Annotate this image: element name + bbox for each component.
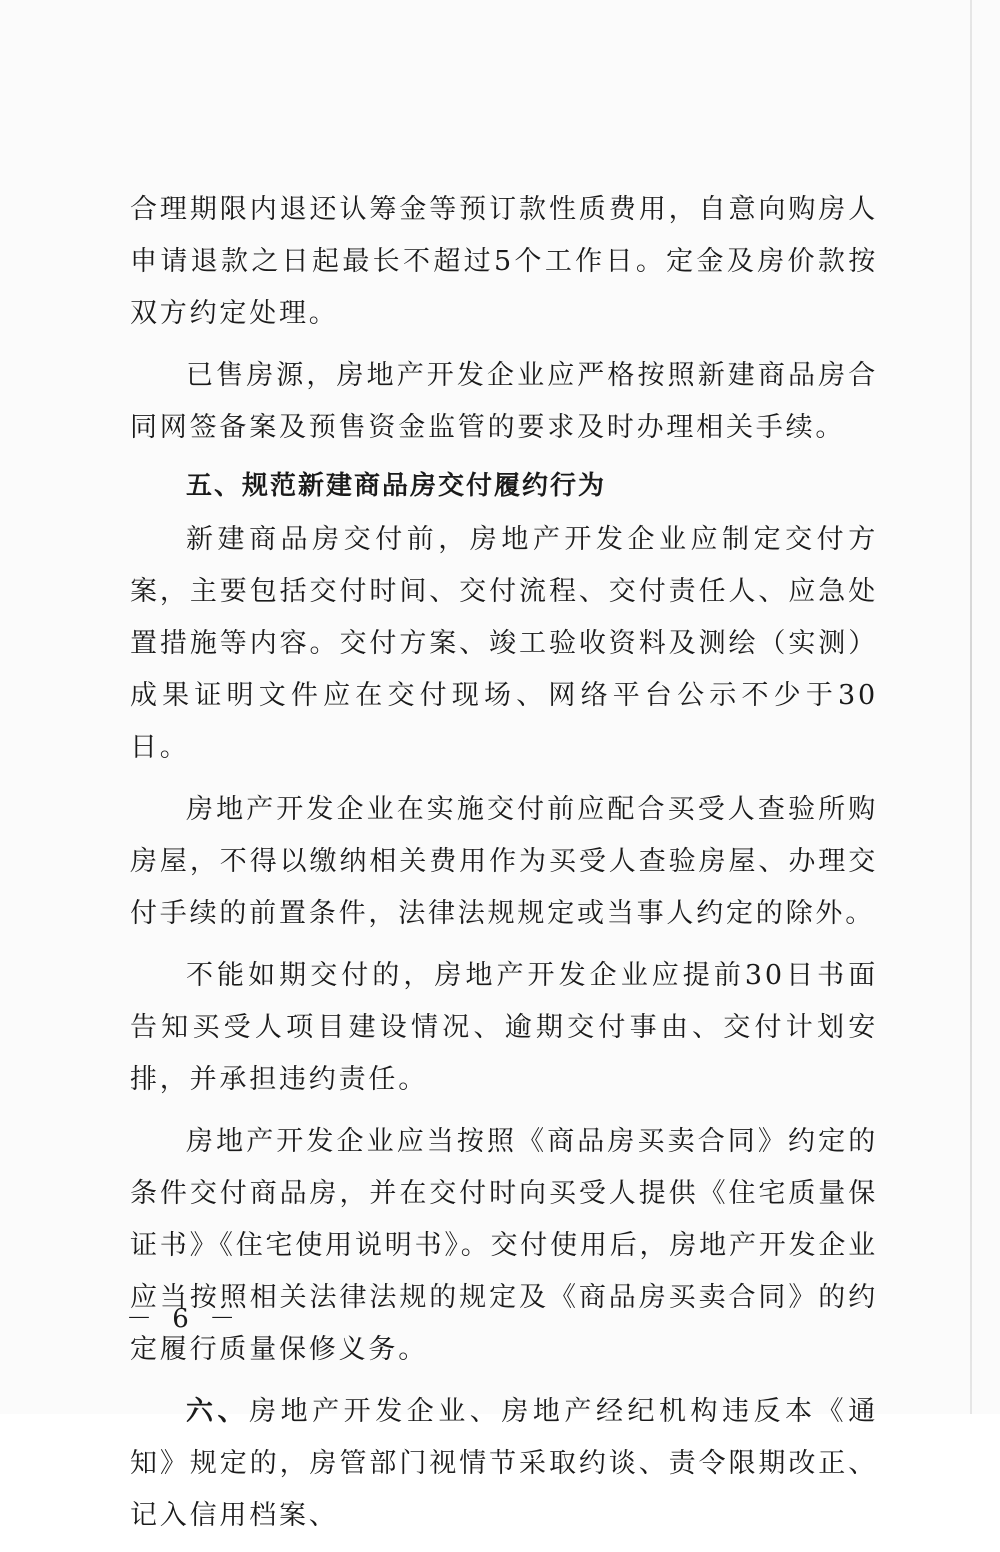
scan-edge-line: [970, 0, 972, 1414]
document-body: [130, 180, 878, 1552]
paragraph-inspection: 房地产开发企业在实施交付前应配合买受人查验所购房屋，不得以缴纳相关费用作为买受人查验房屋、办理交付手续的前置条件，法律法规规定或当事人约定的除外。: [130, 794, 878, 929]
section-six-text: 房地产开发企业、房地产经纪机构违反本《通知》规定的，房管部门视情节采取约谈、责令限期改正、记入信用档案、: [130, 1396, 879, 1531]
paragraph-section-six: [130, 1386, 878, 1542]
section-six-lead: 六、: [186, 1396, 250, 1427]
paragraph-late-delivery: 不能如期交付的，房地产开发企业应提前30日书面告知买受人项目建设情况、逾期交付事由、交付计划安排，并承担违约责任。: [130, 960, 878, 1095]
page-number: － 6 －: [126, 1304, 242, 1334]
paragraph-delivery-plan: 新建商品房交付前，房地产开发企业应制定交付方案，主要包括交付时间、交付流程、交付责任人、应急处置措施等内容。交付方案、竣工验收资料及测绘（实测）成果证明文件应在交付现场、网络平台公示不少于30日。: [130, 524, 878, 763]
paragraph-quality-warranty: 房地产开发企业应当按照《商品房买卖合同》约定的条件交付商品房，并在交付时向买受人提供《住宅质量保证书》《住宅使用说明书》。交付使用后，房地产开发企业应当按照相关法律法规的规定及《商品房买卖合同》的约定履行质量保修义务。: [130, 1126, 878, 1365]
paragraph-sold-units: 已售房源，房地产开发企业应严格按照新建商品房合同网签备案及预售资金监管的要求及时办理相关手续。: [130, 360, 878, 443]
paragraph-refund-terms: 合理期限内退还认筹金等预订款性质费用，自意向购房人申请退款之日起最长不超过5个工作日。定金及房价款按双方约定处理。: [130, 194, 878, 329]
section-heading-five: 五、规范新建商品房交付履约行为: [186, 471, 607, 501]
